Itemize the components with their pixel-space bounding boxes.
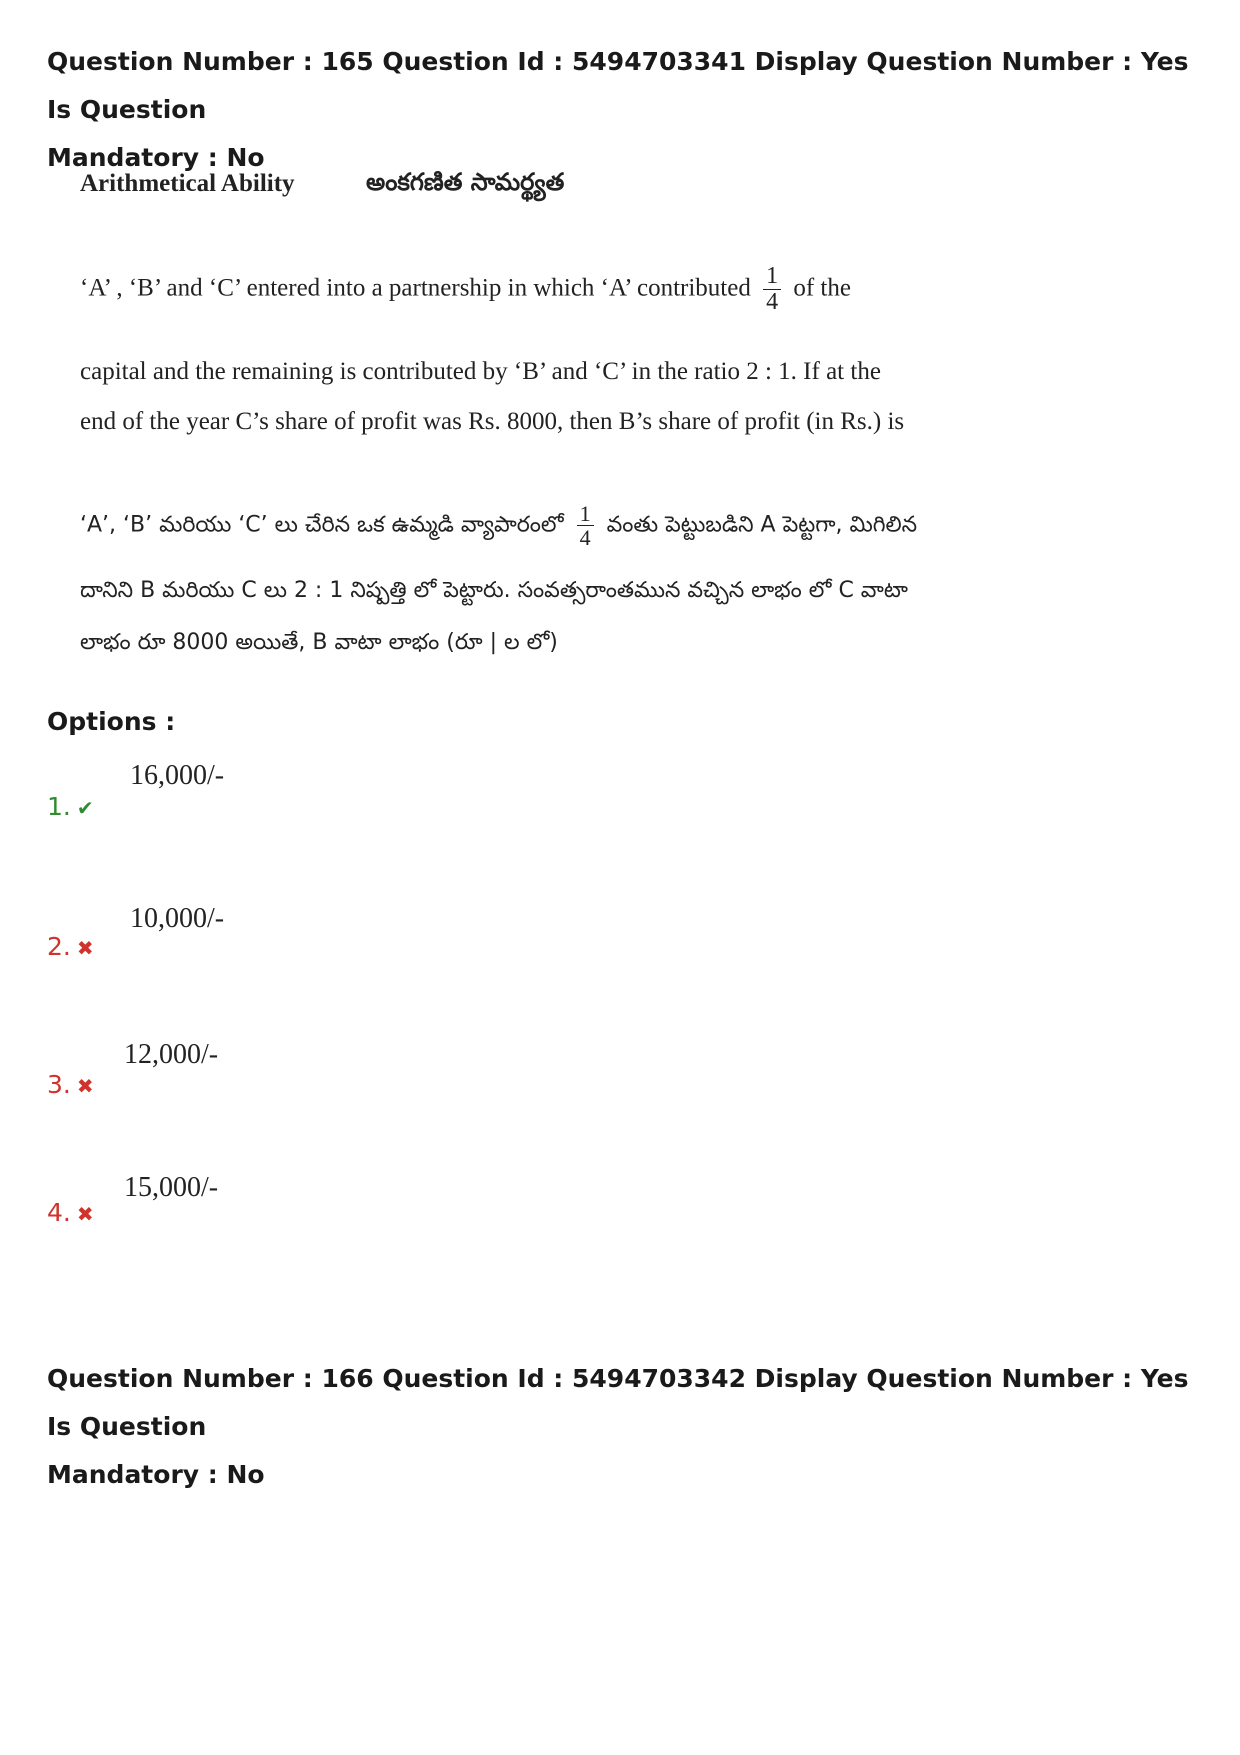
- question-header-next-line2: Mandatory : No: [47, 1460, 265, 1489]
- question-te-line2: దానిని B మరియు C లు 2 : 1 నిష్పత్తి లో పెట్టారు. సంవత్సరాంతమున వచ్చిన లాభం లో C వాటా: [80, 578, 908, 603]
- fraction-denominator-te: 4: [579, 525, 591, 551]
- question-header-next: [47, 1355, 1207, 1499]
- option-1-number: 1.: [47, 792, 71, 821]
- cross-icon: ✖: [76, 936, 94, 960]
- option-4-number: 4.: [47, 1198, 71, 1227]
- question-te-line1: [80, 502, 917, 549]
- question-en-line3: end of the year C’s share of profit was Rs. 8000, then B’s share of profit (in Rs.) is: [80, 408, 905, 435]
- cross-icon: ✖: [76, 1074, 94, 1098]
- option-3-label: [47, 1070, 94, 1099]
- question-header-line2: Mandatory : No: [47, 143, 265, 172]
- check-icon: ✔: [76, 796, 94, 820]
- option-2-label: [47, 932, 94, 961]
- question-en-line1-pre: ‘A’ , ‘B’ and ‘C’ entered into a partnership in which ‘A’ contributed: [80, 274, 751, 302]
- section-title-te: అంకగణిత సామర్థ్యత: [366, 168, 565, 196]
- option-4-value[interactable]: 15,000/-: [124, 1172, 219, 1203]
- option-2-number: 2.: [47, 932, 71, 961]
- question-header-line1: Question Number : 165 Question Id : 5494703341 Display Question Number : Yes Is Question: [47, 47, 1189, 124]
- question-te-line1-post: వంతు పెట్టుబడిని A పెట్టగా, మిగిలిన: [606, 512, 918, 538]
- option-1-value[interactable]: 16,000/-: [130, 760, 225, 791]
- question-en-line1-post: of the: [793, 274, 851, 302]
- option-3-number: 3.: [47, 1070, 71, 1099]
- question-te-line1-pre: ‘A’, ‘B’ మరియు ‘C’ లు చేరిన ఒక ఉమ్మడి వ్యాపారంలో: [80, 512, 564, 538]
- fraction-denominator: 4: [766, 289, 779, 316]
- question-en-line2: capital and the remaining is contributed by ‘B’ and ‘C’ in the ratio 2 : 1. If at the: [80, 358, 881, 385]
- fraction-numerator-te: 1: [577, 502, 594, 526]
- fraction-numerator: 1: [763, 264, 781, 290]
- section-title-en: Arithmetical Ability: [80, 170, 295, 197]
- option-2-value[interactable]: 10,000/-: [130, 903, 225, 934]
- question-en-line1: [80, 264, 851, 315]
- fraction-one-quarter: [763, 264, 781, 315]
- option-4-label: [47, 1198, 94, 1227]
- option-3-value[interactable]: 12,000/-: [124, 1039, 219, 1070]
- question-header: [47, 38, 1207, 182]
- fraction-one-quarter-te: [577, 502, 594, 549]
- cross-icon: ✖: [76, 1202, 94, 1226]
- options-label: Options :: [47, 707, 176, 736]
- option-1-label: [47, 792, 94, 821]
- question-header-next-line1: Question Number : 166 Question Id : 5494703342 Display Question Number : Yes Is Question: [47, 1364, 1189, 1441]
- question-te-line3: లాభం రూ 8000 అయితే, B వాటా లాభం (రూ | ల లో): [80, 630, 558, 655]
